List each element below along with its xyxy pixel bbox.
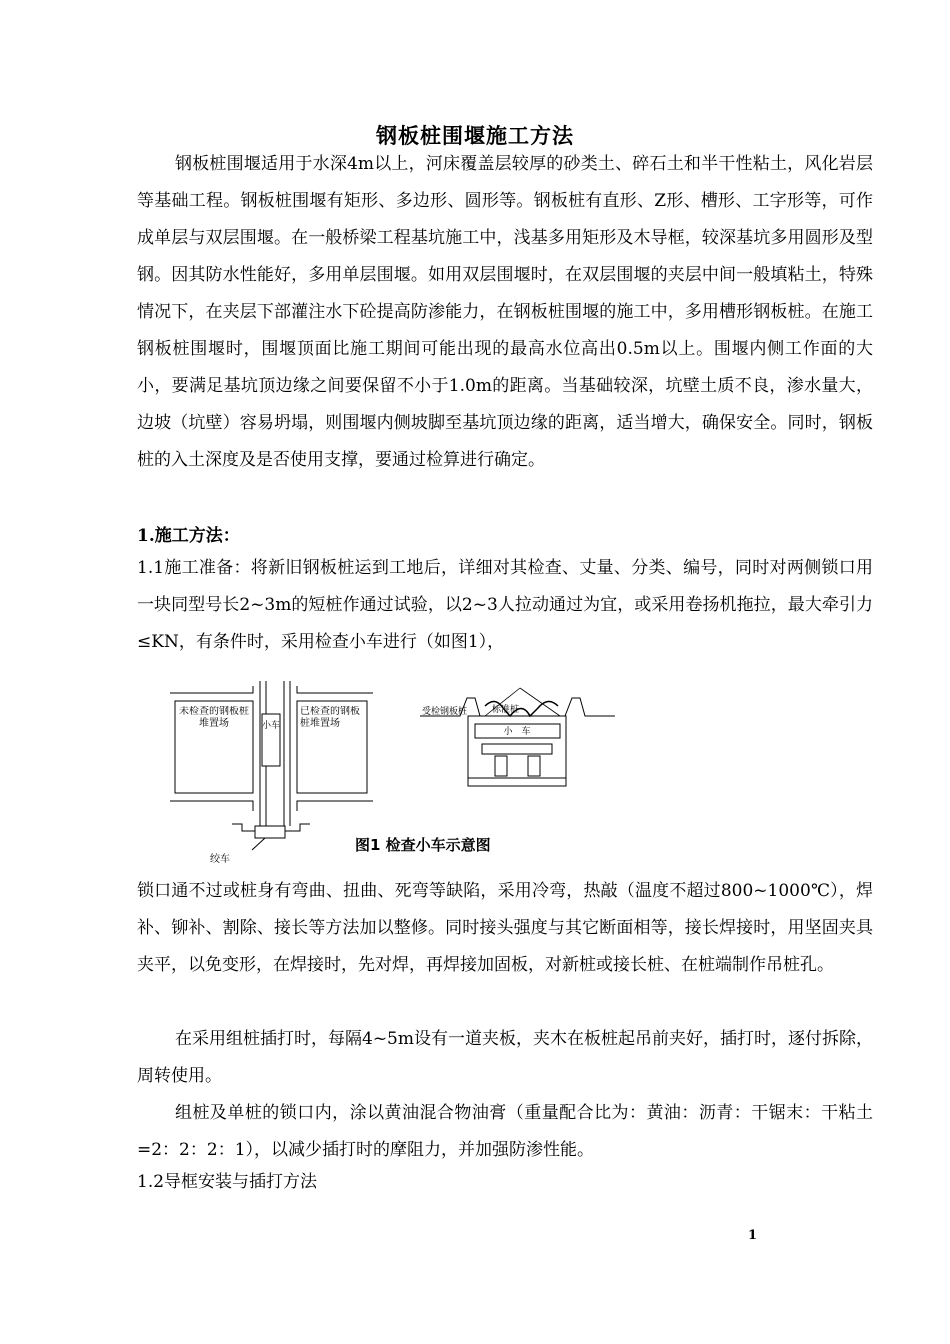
page-number: 1 <box>748 1228 758 1243</box>
cart-wheel <box>528 756 540 776</box>
ground-hatch <box>565 698 615 716</box>
page-title: 钢板桩围堰施工方法 <box>376 124 574 148</box>
section-heading: 1.施工方法： <box>137 526 240 546</box>
cart-label-right: 小 车 <box>503 727 531 737</box>
rail-line <box>170 801 253 811</box>
rail-line <box>170 686 253 693</box>
rail-line <box>297 801 373 811</box>
clamp-paragraph: 在采用组桩插打时，每隔4~5m设有一道夹板，夹木在板桩起吊前夹好，插打时，逐付拆除，周转使用。 <box>137 1029 873 1086</box>
winch-cable <box>232 824 255 831</box>
standard-pile-label: 标准桩 <box>492 705 520 715</box>
cart-wheel <box>495 756 507 776</box>
checked-yard-label: 已检查的钢板桩堆置场 <box>300 706 360 729</box>
winch-label: 绞车 <box>210 854 230 865</box>
test-pile-label: 受检钢板桩 <box>422 707 468 717</box>
figure-caption: 图1 检查小车示意图 <box>355 836 491 854</box>
repair-paragraph: 锁口通不过或桩身有弯曲、扭曲、死弯等缺陷，采用冷弯，热敲（温度不超过800~1000℃），焊补、铆补、割除、接长等方法加以整修。同时接头强度与其它断面相等，接长焊接时，用坚固夹具夹平，以免变形，在焊接时，先对焊，再焊接加固板，对新桩或接长桩、在桩端制作吊桩孔。 <box>137 881 873 975</box>
winch-cable <box>285 824 310 831</box>
cart-axle <box>482 744 552 754</box>
preparation-paragraph: 1.1施工准备：将新旧钢板桩运到工地后，详细对其检查、丈量、分类、编号，同时对两侧锁口用一块同型号长2~3m的短桩作通过试验，以2~3人拉动通过为宜，或采用卷扬机拖拉，最大牵引力≤KN，有条件时，采用检查小车进行（如图1）， <box>137 558 873 652</box>
cart-label: 小车 <box>261 721 281 731</box>
guide-line <box>520 688 560 716</box>
grease-paragraph: 组桩及单桩的锁口内，涂以黄油混合物油膏（重量配合比为：黄油：沥青：干锯末：干粘土=2：2：2：1），以减少插打时的摩阻力，并加强防渗性能。 <box>137 1103 873 1160</box>
unchecked-yard-label: 未检查的钢板桩堆置场 <box>179 706 249 729</box>
intro-paragraph: 钢板桩围堰适用于水深4m以上，河床覆盖层较厚的砂类土、碎石土和半干性粘土，风化岩层等基础工程。钢板桩围堰有矩形、多边形、圆形等。钢板桩有直形、Z形、槽形、工字形等，可作成单层与双层围堰。在一般桥梁工程基坑施工中，浅基多用矩形及木导框，较深基坑多用圆形及型钢。因其防水性能好，多用单层围堰。如用双层围堰时，在双层围堰的夹层中间一般填粘土，特殊情况下，在夹层下部灌注水下砼提高防渗能力，在钢板桩围堰的施工中，多用槽形钢板桩。在施工钢板桩围堰时，围堰顶面比施工期间可能出现的最高水位高出0.5m以上。围堰内侧工作面的大小，要满足基坑顶边缘之间要保留不小于1.0m的距离。当基础较深，坑壁土质不良，渗水量大，边坡（坑壁）容易坍塌，则围堰内侧坡脚至基坑顶边缘的距离，适当增大，确保安全。同时，钢板桩的入土深度及是否使用支撑，要通过检算进行确定。 <box>137 154 873 470</box>
winch-box <box>255 826 285 838</box>
rail-line <box>297 686 373 693</box>
winch-leader <box>252 838 265 850</box>
subsection-heading: 1.2导框安装与插打方法 <box>137 1172 318 1192</box>
